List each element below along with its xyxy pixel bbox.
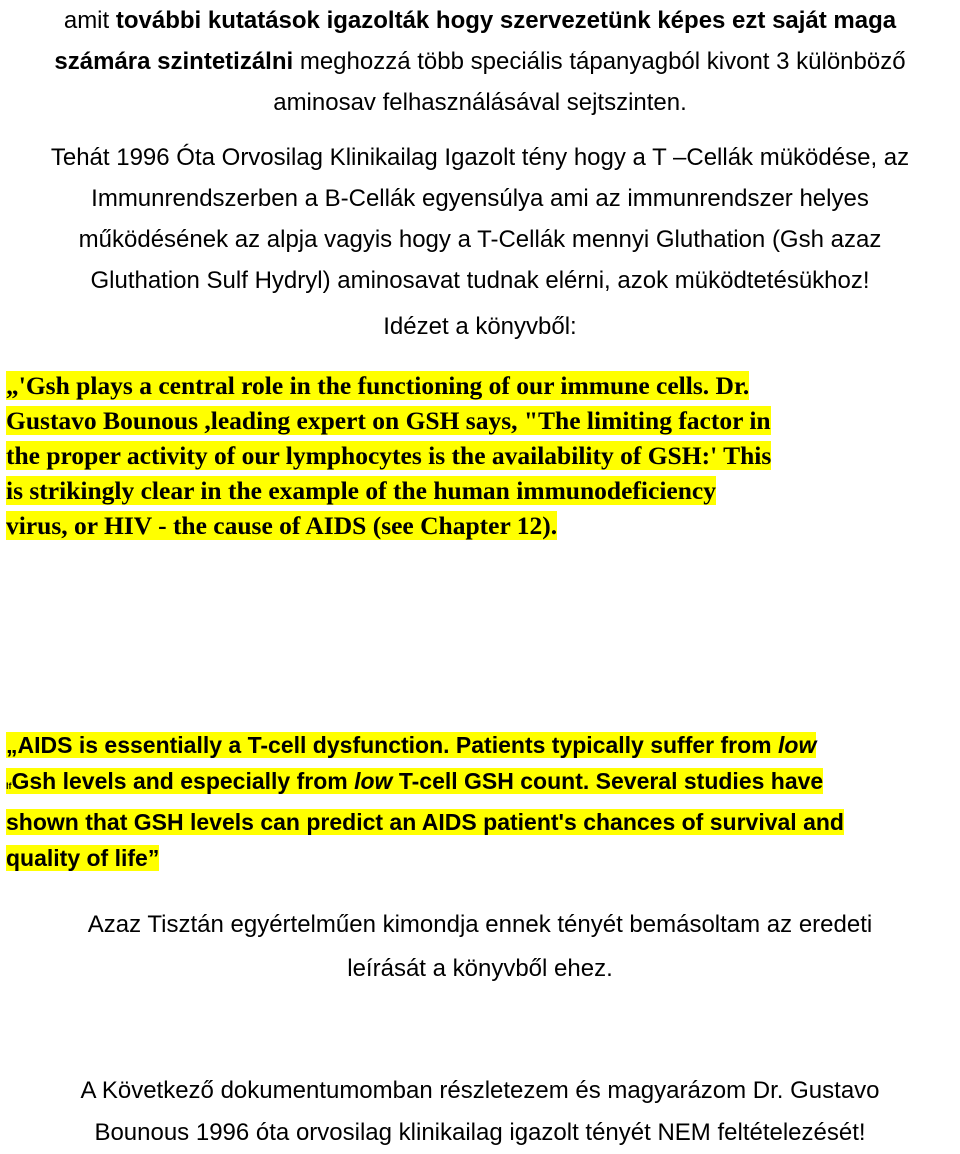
intro-paragraph: [0, 0, 960, 123]
aids-quote: [6, 727, 956, 876]
main-line-2: Immunrendszerben a B-Cellák egyensúlya ami az immunrendszer helyes: [91, 185, 869, 212]
book-quote: [6, 368, 956, 543]
quote-line-1: „'Gsh plays a central role in the functioning of our immune cells. Dr.: [6, 371, 750, 400]
intro-line-2: számára szintetizálni meghozzá több speciális tápanyagból kivont 3 különböző: [54, 48, 906, 75]
aids-line-1: „AIDS is essentially a T-cell dysfunction. Patients typically suffer from low: [6, 732, 817, 758]
next-document-paragraph: [0, 1070, 960, 1154]
quote-line-4: is strikingly clear in the example of the human immunodeficiency: [6, 476, 716, 505]
conclusion-line-1: Azaz Tisztán egyértelműen kimondja ennek tényét bemásoltam az eredeti: [87, 911, 873, 938]
quote-label: Idézet a könyvből:: [383, 313, 577, 340]
aids-line-4: quality of life”: [6, 845, 160, 871]
intro-bold-text: további kutatások igazolták hogy szervezetünk képes ezt saját maga: [115, 7, 897, 34]
main-line-3: működésének az alpja vagyis hogy a T-Cellák mennyi Gluthation (Gsh azaz: [78, 226, 882, 253]
quote-line-3: the proper activity of our lymphocytes is the availability of GSH:' This: [6, 441, 772, 470]
quote-line-5: virus, or HIV - the cause of AIDS (see Chapter 12).: [6, 511, 558, 540]
intro-line-3: aminosav felhasználásával sejtszinten.: [273, 89, 687, 116]
aids-line-3: shown that GSH levels can predict an AIDS patient's chances of survival and: [6, 809, 844, 835]
aids-line-2: lfGsh levels and especially from low T-cell GSH count. Several studies have: [6, 768, 824, 794]
main-paragraph: [0, 137, 960, 301]
conclusion-paragraph: [0, 903, 960, 991]
next-line-2: Bounous 1996 óta orvosilag klinikailag igazolt tényét NEM feltételezését!: [94, 1119, 866, 1146]
quote-line-2: Gustavo Bounous ,leading expert on GSH says, "The limiting factor in: [6, 406, 771, 435]
next-line-1: A Következő dokumentumomban részletezem és magyarázom Dr. Gustavo: [80, 1077, 880, 1104]
main-line-4: Gluthation Sulf Hydryl) aminosavat tudnak elérni, azok müködtetésükhoz!: [90, 267, 870, 294]
intro-line-1: amit további kutatások igazolták hogy szervezetünk képes ezt saját maga: [63, 7, 897, 34]
intro-bold-text: számára szintetizálni: [54, 48, 294, 75]
main-line-1: Tehát 1996 Óta Orvosilag Klinikailag Igazolt tény hogy a T –Cellák müködése, az: [50, 144, 910, 171]
conclusion-line-2: leírását a könyvből ehez.: [347, 955, 613, 982]
